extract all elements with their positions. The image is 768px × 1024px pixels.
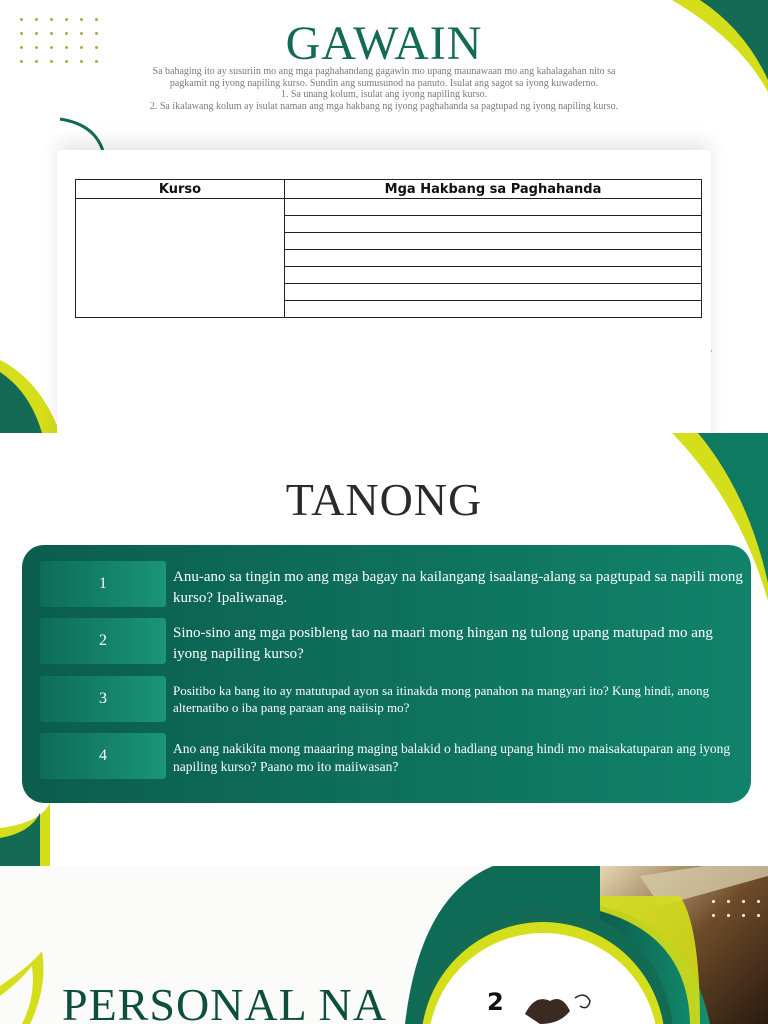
question-number: 2 — [40, 618, 166, 664]
dots-pattern — [712, 900, 768, 917]
question-text: Anu-ano sa tingin mo ang mga bagay na kailangang isaalang-alang sa pagtupad sa napili mong kurso? Ipaliwanag. — [173, 569, 743, 606]
question-text: Positibo ka bang ito ay matutupad ayon sa itinakda mong panahon na mangyari ito? Kung hindi, anong alternatibo o iba pang paraan ang naiisip mo? — [173, 683, 710, 715]
question-number: 4 — [40, 733, 166, 779]
instruction-line: pagkamit ng iyong napiling kurso. Sundin ang sumusunod na panuto. Isulat ang sagot sa iyong kuwaderno. — [169, 77, 599, 89]
badge-number: 2 — [487, 988, 504, 1016]
section-title: PERSONAL NA — [62, 979, 387, 1024]
page-title: GAWAIN — [285, 17, 483, 70]
answer-table — [75, 179, 702, 318]
hakbang-answer-cell[interactable] — [285, 301, 702, 318]
instruction-line: 1. Sa unang kolum, isulat ang iyong napiling kurso. — [280, 89, 488, 100]
instruction-line: Sa bahaging ito ay susuriin mo ang mga paghahandang gagawin mo upang maunawaan mo ang kahalagahan nito sa — [152, 66, 616, 77]
table-header-row — [76, 180, 702, 199]
slide-gawain — [0, 0, 768, 433]
table-row — [76, 199, 702, 216]
slide-tanong — [0, 433, 768, 866]
hakbang-answer-cell[interactable] — [285, 267, 702, 284]
column-header-kurso: Kurso — [76, 180, 285, 199]
hakbang-answer-cell[interactable] — [285, 216, 702, 233]
hakbang-answer-cell[interactable] — [285, 250, 702, 267]
section-title: TANONG — [285, 474, 483, 525]
question-number: 1 — [40, 561, 166, 607]
instruction-line: 2. Sa ikalawang kolum ay isulat naman ang mga hakbang ng iyong paghahanda sa pagtupad ng iyong napiling kurso. — [149, 100, 619, 112]
question-text: Sino-sino ang mga posibleng tao na maari mong hingan ng tulong upang matupad mo ang iyong napiling kurso? — [173, 625, 713, 662]
column-header-hakbang: Mga Hakbang sa Paghahanda — [285, 180, 702, 199]
question-text: Ano ang nakikita mong maaaring maging balakid o hadlang upang hindi mo maisakatuparan ang iyong napiling kurso? Paano mo ito maiiwasan? — [173, 741, 731, 774]
kurso-answer-cell[interactable] — [76, 199, 285, 318]
instructions — [120, 66, 648, 112]
question-number: 3 — [40, 676, 166, 722]
slide-personal — [0, 866, 768, 1024]
hakbang-answer-cell[interactable] — [285, 233, 702, 250]
hakbang-answer-cell[interactable] — [285, 284, 702, 301]
hakbang-answer-cell[interactable] — [285, 199, 702, 216]
